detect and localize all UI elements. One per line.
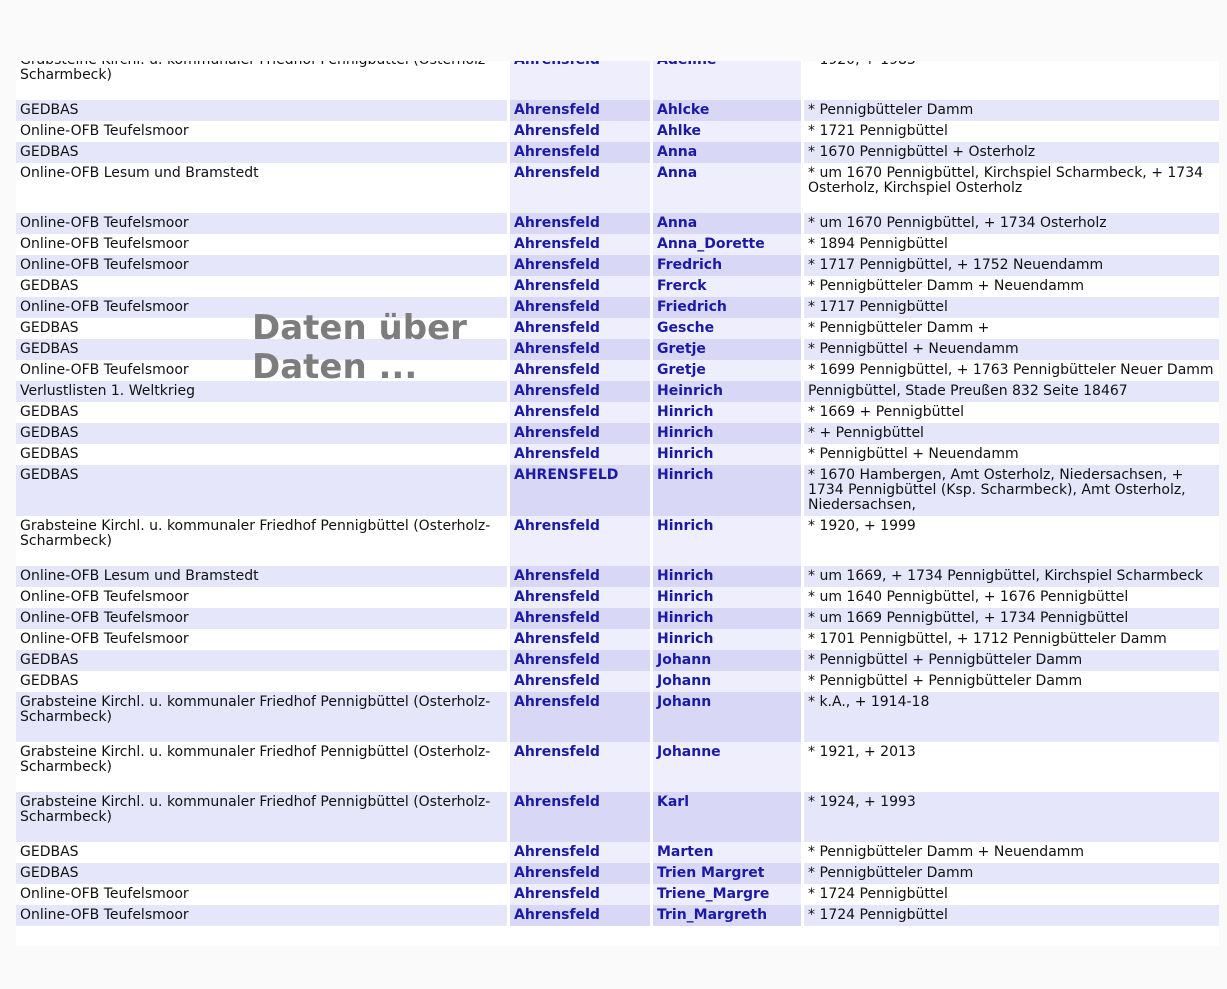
source-cell: GEDBAS — [16, 650, 507, 671]
given-name-link[interactable]: Anna — [650, 213, 801, 234]
life-data-cell: * 1701 Pennigbüttel, + 1712 Pennigbütteler Damm — [801, 629, 1219, 650]
source-cell: Online-OFB Teufelsmoor — [16, 905, 507, 926]
given-name-link[interactable]: Johann — [650, 650, 801, 671]
table-row — [16, 142, 1219, 163]
life-data-cell: * um 1669, + 1734 Pennigbüttel, Kirchspiel Scharmbeck — [801, 566, 1219, 587]
surname-link[interactable]: Ahrensfeld — [507, 339, 650, 360]
surname-link[interactable]: Ahrensfeld — [507, 587, 650, 608]
given-name-link[interactable]: Hinrich — [650, 465, 801, 516]
life-data-cell: * Pennigbütteler Damm + Neuendamm — [801, 276, 1219, 297]
life-data-cell: Pennigbüttel, Stade Preußen 832 Seite 18467 — [801, 381, 1219, 402]
given-name-link[interactable]: Friedrich — [650, 297, 801, 318]
given-name-link[interactable]: Johann — [650, 671, 801, 692]
life-data-cell: * um 1669 Pennigbüttel, + 1734 Pennigbüttel — [801, 608, 1219, 629]
life-data-cell: * 1721 Pennigbüttel — [801, 121, 1219, 142]
life-data-cell: * um 1640 Pennigbüttel, + 1676 Pennigbüttel — [801, 587, 1219, 608]
table-row — [16, 234, 1219, 255]
given-name-link[interactable]: Ahlcke — [650, 100, 801, 121]
table-row — [16, 516, 1219, 566]
source-cell: Online-OFB Teufelsmoor — [16, 884, 507, 905]
given-name-link[interactable]: Hinrich — [650, 444, 801, 465]
surname-link[interactable]: Ahrensfeld — [507, 650, 650, 671]
source-cell: GEDBAS — [16, 444, 507, 465]
surname-link[interactable]: Ahrensfeld — [507, 792, 650, 842]
table-row — [16, 671, 1219, 692]
surname-link[interactable]: Ahrensfeld — [507, 276, 650, 297]
table-row — [16, 742, 1219, 792]
table-row — [16, 692, 1219, 742]
life-data-cell: * 1670 Pennigbüttel + Osterholz — [801, 142, 1219, 163]
surname-link[interactable]: Ahrensfeld — [507, 842, 650, 863]
source-cell: GEDBAS — [16, 842, 507, 863]
source-cell: Verlustlisten 1. Weltkrieg — [16, 381, 507, 402]
surname-link[interactable]: Ahrensfeld — [507, 163, 650, 213]
life-data-cell: * Pennigbütteler Damm — [801, 100, 1219, 121]
top-margin — [0, 0, 1227, 61]
life-data-cell: * 1924, + 1993 — [801, 792, 1219, 842]
overlay-line-2: Daten ... — [252, 347, 418, 387]
given-name-link[interactable]: Trin_Margreth — [650, 905, 801, 926]
source-cell: Online-OFB Teufelsmoor — [16, 587, 507, 608]
table-row — [16, 423, 1219, 444]
source-cell: GEDBAS — [16, 863, 507, 884]
table-row — [16, 465, 1219, 516]
table-row — [16, 213, 1219, 234]
source-cell: Online-OFB Teufelsmoor — [16, 255, 507, 276]
life-data-cell: * 1717 Pennigbüttel, + 1752 Neuendamm — [801, 255, 1219, 276]
surname-link[interactable]: Ahrensfeld — [507, 234, 650, 255]
surname-link[interactable]: Ahrensfeld — [507, 142, 650, 163]
given-name-link[interactable]: Ahlke — [650, 121, 801, 142]
table-row — [16, 402, 1219, 423]
given-name-link[interactable]: Hinrich — [650, 516, 801, 566]
table-row — [16, 100, 1219, 121]
table-row — [16, 842, 1219, 863]
source-cell: Online-OFB Teufelsmoor — [16, 213, 507, 234]
table-row — [16, 276, 1219, 297]
source-cell: Online-OFB Teufelsmoor — [16, 121, 507, 142]
source-cell: GEDBAS — [16, 671, 507, 692]
surname-link[interactable]: Ahrensfeld — [507, 742, 650, 792]
surname-link[interactable]: Ahrensfeld — [507, 213, 650, 234]
table-row — [16, 297, 1219, 318]
source-cell: Online-OFB Teufelsmoor — [16, 629, 507, 650]
given-name-link[interactable]: Johann — [650, 692, 801, 742]
life-data-cell: * Pennigbüttel + Pennigbütteler Damm — [801, 671, 1219, 692]
table-row — [16, 608, 1219, 629]
source-cell: Grabsteine Kirchl. u. kommunaler Friedhof Pennigbüttel (Osterholz-Scharmbeck) — [16, 742, 507, 792]
table-row — [16, 381, 1219, 402]
table-row — [16, 792, 1219, 842]
life-data-cell: * + Pennigbüttel — [801, 423, 1219, 444]
given-name-link[interactable]: Gretje — [650, 339, 801, 360]
surname-link[interactable]: Ahrensfeld — [507, 121, 650, 142]
given-name-link[interactable]: Anna — [650, 142, 801, 163]
source-cell: Online-OFB Teufelsmoor — [16, 234, 507, 255]
surname-link[interactable]: Ahrensfeld — [507, 566, 650, 587]
source-cell: GEDBAS — [16, 423, 507, 444]
given-name-link[interactable]: Hinrich — [650, 402, 801, 423]
table-row — [16, 318, 1219, 339]
life-data-cell: * Pennigbüttel + Pennigbütteler Damm — [801, 650, 1219, 671]
source-cell: GEDBAS — [16, 318, 507, 339]
surname-link[interactable]: Ahrensfeld — [507, 297, 650, 318]
table-row — [16, 339, 1219, 360]
given-name-link[interactable]: Frerck — [650, 276, 801, 297]
source-cell: Scharmbeck) — [16, 50, 507, 100]
table-row — [16, 566, 1219, 587]
surname-link[interactable]: Ahrensfeld — [507, 905, 650, 926]
table-row — [16, 255, 1219, 276]
table-row — [16, 650, 1219, 671]
table-row — [16, 360, 1219, 381]
overlay-line-1: Daten über — [252, 308, 467, 348]
given-name-link[interactable]: Fredrich — [650, 255, 801, 276]
given-name-link[interactable]: Hinrich — [650, 608, 801, 629]
source-cell: GEDBAS — [16, 465, 507, 516]
given-name-link[interactable]: Johanne — [650, 742, 801, 792]
life-data-cell: * k.A., + 1914-18 — [801, 692, 1219, 742]
surname-link[interactable]: Ahrensfeld — [507, 402, 650, 423]
life-data-cell: * 1669 + Pennigbüttel — [801, 402, 1219, 423]
surname-link[interactable]: Ahrensfeld — [507, 444, 650, 465]
source-cell: GEDBAS — [16, 142, 507, 163]
surname-link[interactable]: Ahrensfeld — [507, 318, 650, 339]
given-name-link[interactable]: Triene_Margre — [650, 884, 801, 905]
source-cell: GEDBAS — [16, 100, 507, 121]
results-viewport[interactable] — [16, 61, 1219, 946]
surname-link[interactable]: AHRENSFELD — [507, 465, 650, 516]
source-cell: Online-OFB Lesum und Bramstedt — [16, 163, 507, 213]
life-data-cell: * 1670 Hambergen, Amt Osterholz, Niedersachsen, + 1734 Pennigbüttel (Ksp. Scharmbeck), Amt Osterholz, Niedersachsen, — [801, 465, 1219, 516]
results-table — [16, 50, 1219, 926]
source-cell: GEDBAS — [16, 339, 507, 360]
given-name-link[interactable]: Trien Margret — [650, 863, 801, 884]
source-cell: GEDBAS — [16, 402, 507, 423]
table-row — [16, 587, 1219, 608]
source-cell: Grabsteine Kirchl. u. kommunaler Friedhof Pennigbüttel (Osterholz-Scharmbeck) — [16, 516, 507, 566]
surname-link[interactable]: Ahrensfeld — [507, 255, 650, 276]
life-data-cell: * Pennigbütteler Damm + Neuendamm — [801, 842, 1219, 863]
table-row — [16, 863, 1219, 884]
life-data-cell: * 1724 Pennigbüttel — [801, 905, 1219, 926]
source-cell: Grabsteine Kirchl. u. kommunaler Friedhof Pennigbüttel (Osterholz-Scharmbeck) — [16, 692, 507, 742]
surname-link[interactable]: Ahrensfeld — [507, 381, 650, 402]
source-cell: Online-OFB Lesum und Bramstedt — [16, 566, 507, 587]
life-data-cell: * um 1670 Pennigbüttel, + 1734 Osterholz — [801, 213, 1219, 234]
given-name-link[interactable]: Karl — [650, 792, 801, 842]
life-data-cell: * Pennigbüttel + Neuendamm — [801, 444, 1219, 465]
given-name-link[interactable]: Hinrich — [650, 587, 801, 608]
bottom-margin — [0, 946, 1227, 989]
life-data-cell: * 1894 Pennigbüttel — [801, 234, 1219, 255]
given-name-link[interactable]: Anna_Dorette — [650, 234, 801, 255]
given-name-link[interactable]: Gesche — [650, 318, 801, 339]
table-row — [16, 905, 1219, 926]
surname-link[interactable]: Ahrensfeld — [507, 423, 650, 444]
given-name-link[interactable]: Heinrich — [650, 381, 801, 402]
life-data-cell: * 1699 Pennigbüttel, + 1763 Pennigbütteler Neuer Damm — [801, 360, 1219, 381]
life-data-cell: * um 1670 Pennigbüttel, Kirchspiel Scharmbeck, + 1734 Osterholz, Kirchspiel Osterholz — [801, 163, 1219, 213]
source-cell: Online-OFB Teufelsmoor — [16, 360, 507, 381]
life-data-cell: * 1717 Pennigbüttel — [801, 297, 1219, 318]
given-name-link[interactable]: Hinrich — [650, 423, 801, 444]
table-row — [16, 121, 1219, 142]
surname-link[interactable]: Ahrensfeld — [507, 863, 650, 884]
life-data-cell: * 1920, + 1999 — [801, 516, 1219, 566]
life-data-cell: * Pennigbütteler Damm + — [801, 318, 1219, 339]
surname-link[interactable]: Ahrensfeld — [507, 629, 650, 650]
surname-link[interactable]: Ahrensfeld — [507, 100, 650, 121]
given-name-link[interactable]: Anna — [650, 163, 801, 213]
source-cell: Online-OFB Teufelsmoor — [16, 297, 507, 318]
source-cell: Grabsteine Kirchl. u. kommunaler Friedhof Pennigbüttel (Osterholz-Scharmbeck) — [16, 792, 507, 842]
surname-link[interactable]: Ahrensfeld — [507, 608, 650, 629]
results-table-body — [16, 50, 1219, 926]
overlay-caption — [252, 309, 467, 387]
table-row — [16, 629, 1219, 650]
surname-link[interactable]: Ahrensfeld — [507, 884, 650, 905]
surname-link[interactable]: Ahrensfeld — [507, 671, 650, 692]
given-name-link[interactable]: Gretje — [650, 360, 801, 381]
life-data-cell: * Pennigbütteler Damm — [801, 863, 1219, 884]
given-name-link[interactable]: Marten — [650, 842, 801, 863]
surname-link[interactable]: Ahrensfeld — [507, 516, 650, 566]
source-cell: Online-OFB Teufelsmoor — [16, 608, 507, 629]
surname-link[interactable]: Ahrensfeld — [507, 692, 650, 742]
given-name-link[interactable]: Hinrich — [650, 629, 801, 650]
life-data-cell: * 1921, + 2013 — [801, 742, 1219, 792]
life-data-cell: * 1724 Pennigbüttel — [801, 884, 1219, 905]
table-row — [16, 444, 1219, 465]
source-cell: GEDBAS — [16, 276, 507, 297]
given-name-link[interactable]: Hinrich — [650, 566, 801, 587]
table-row — [16, 163, 1219, 213]
table-row — [16, 884, 1219, 905]
life-data-cell: * Pennigbüttel + Neuendamm — [801, 339, 1219, 360]
surname-link[interactable]: Ahrensfeld — [507, 360, 650, 381]
